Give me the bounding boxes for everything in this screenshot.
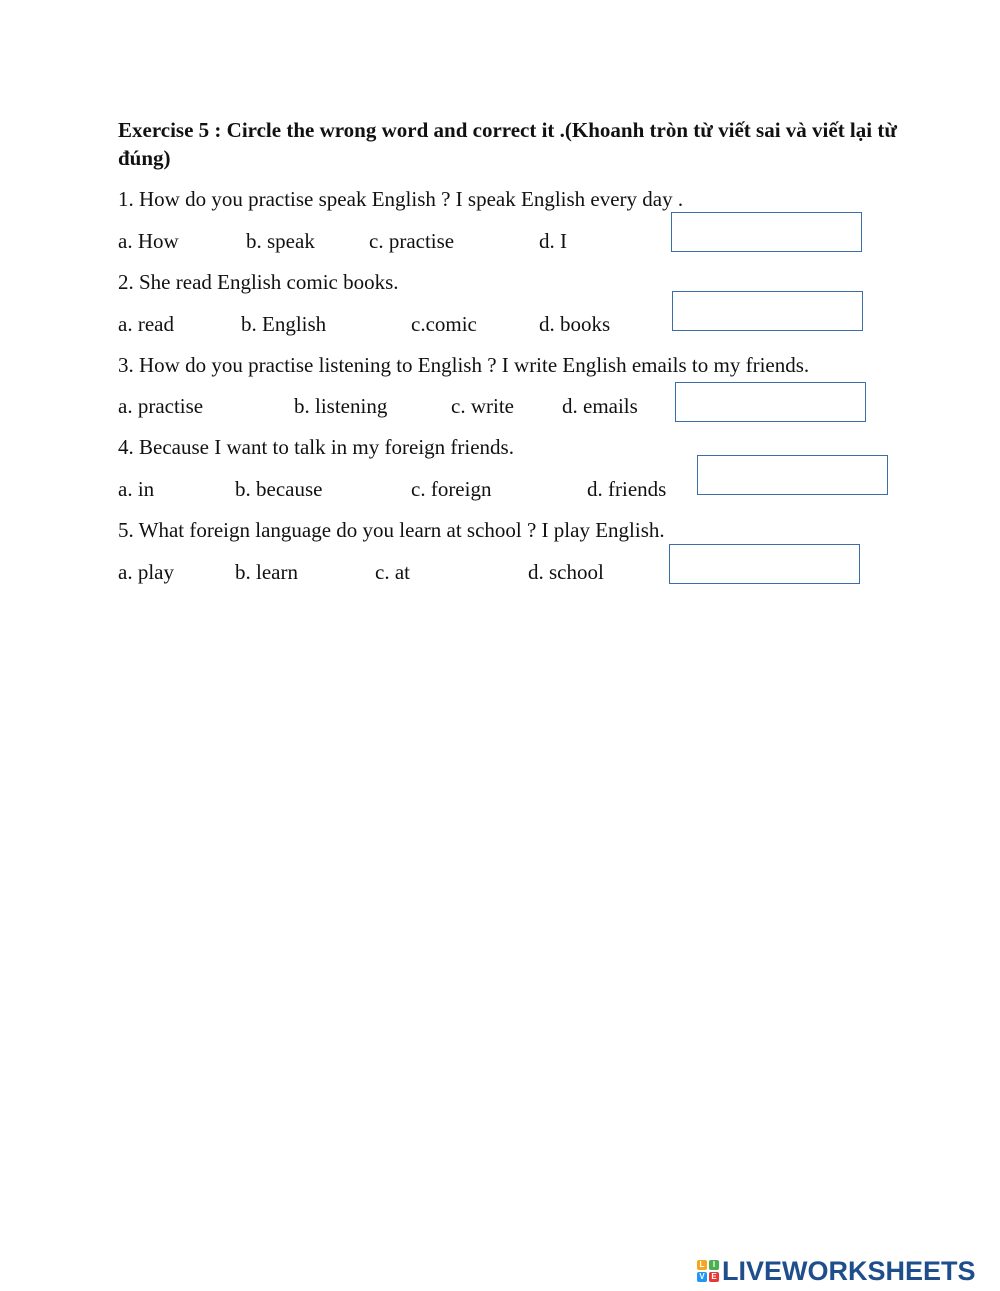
question-3-option-b[interactable]: b. listening	[294, 394, 388, 418]
exercise-title: Exercise 5 : Circle the wrong word and correct it .(Khoanh tròn từ viết sai và viết lại từ đúng)	[118, 118, 897, 170]
question-2-option-b[interactable]: b. English	[241, 312, 327, 336]
question-1-option-b[interactable]: b. speak	[246, 229, 315, 253]
question-1-answer-input[interactable]	[671, 212, 862, 252]
logo-block: E	[709, 1272, 719, 1282]
question-4-option-b[interactable]: b. because	[235, 477, 323, 501]
question-5-option-c[interactable]: c. at	[375, 560, 410, 584]
logo-block: L	[697, 1260, 707, 1270]
question-5-option-b[interactable]: b. learn	[235, 560, 298, 584]
question-5-option-d[interactable]: d. school	[528, 560, 604, 584]
question-2-option-c[interactable]: c.comic	[411, 312, 477, 336]
question-2-option-a[interactable]: a. read	[118, 312, 174, 336]
question-5-text: 5. What foreign language do you learn at school ? I play English.	[118, 518, 665, 542]
question-1-option-a[interactable]: a. How	[118, 229, 179, 253]
logo-block: V	[697, 1272, 707, 1282]
logo-mark-icon	[697, 1260, 719, 1282]
question-2-option-d[interactable]: d. books	[539, 312, 611, 336]
question-2-answer-input[interactable]	[672, 291, 863, 331]
question-4-text: 4. Because I want to talk in my foreign friends.	[118, 435, 514, 459]
question-3-text: 3. How do you practise listening to English ? I write English emails to my friends.	[118, 353, 810, 377]
question-4-option-c[interactable]: c. foreign	[411, 477, 492, 501]
question-1-text: 1. How do you practise speak English ? I speak English every day .	[118, 187, 684, 211]
question-4-option-d[interactable]: d. friends	[587, 477, 667, 501]
logo-block: I	[709, 1260, 719, 1270]
question-3-answer-input[interactable]	[675, 382, 866, 422]
question-3-option-a[interactable]: a. practise	[118, 394, 204, 418]
question-3-option-d[interactable]: d. emails	[562, 394, 638, 418]
question-4-answer-input[interactable]	[697, 455, 888, 495]
liveworksheets-logo	[697, 1257, 976, 1285]
logo-text: LIVEWORKSHEETS	[722, 1255, 976, 1286]
question-4-option-a[interactable]: a. in	[118, 477, 155, 501]
question-5-answer-input[interactable]	[669, 544, 860, 584]
question-5-option-a[interactable]: a. play	[118, 560, 174, 584]
question-1-option-d[interactable]: d. I	[539, 229, 567, 253]
question-1-option-c[interactable]: c. practise	[369, 229, 455, 253]
question-2-text: 2. She read English comic books.	[118, 270, 399, 294]
question-3-option-c[interactable]: c. write	[451, 394, 514, 418]
